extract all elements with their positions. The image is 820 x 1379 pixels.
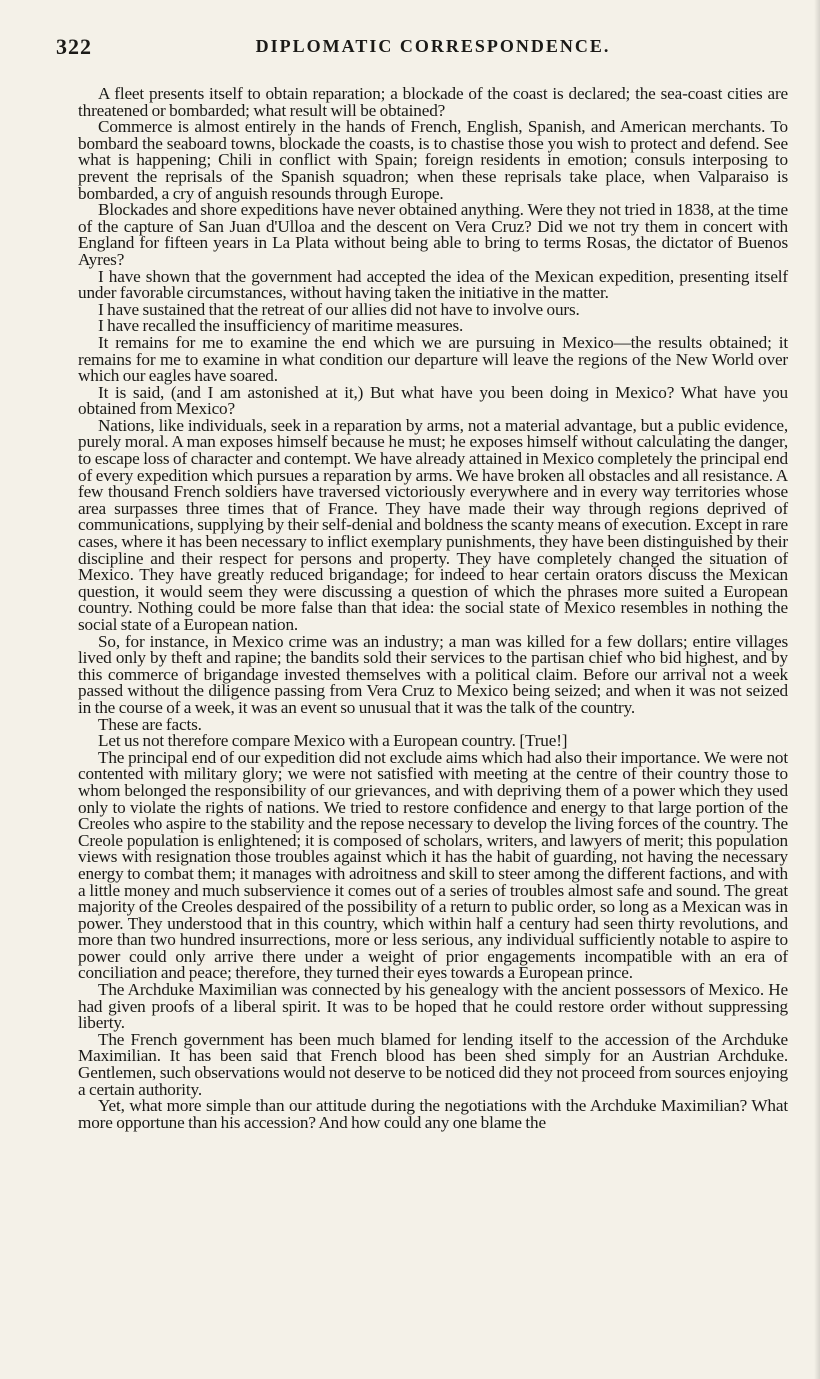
paragraph: Yet, what more simple than our attitude during the negotiations with the Archduke Maximilian? What more opportune than his accession? And how could any one blame the: [78, 1096, 788, 1132]
body-text: [78, 86, 788, 1131]
paragraph: It remains for me to examine the end which we are pursuing in Mexico—the results obtained; it remains for me to examine in what condition our departure will leave the regions of the New World over which our eagles have soared.: [78, 332, 788, 386]
paragraph: The Archduke Maximilian was connected by his genealogy with the ancient possessors of Mexico. He had given proofs of a liberal spirit. It was to be hoped that he could restore order without suppressing liberty.: [78, 980, 788, 1033]
paragraph: Blockades and shore expeditions have never obtained anything. Were they not tried in 1838, at the time of the capture of San Juan d'Ulloa and the descent on Vera Cruz? Did we not try them in concert with England for fifteen years in La Plata without being able to bring to terms Rosas, the dictator of Buenos Ayres?: [78, 200, 788, 269]
page-number: 322: [56, 34, 92, 59]
paragraph: The French government has been much blamed for lending itself to the accession of the Archduke Maximilian. It has been said that French blood has been shed simply for an Austrian Archduke. Gentlemen, such observations would not deserve to be noticed did they not proceed from sources enjoying a certain authority.: [78, 1029, 788, 1099]
paragraph: I have shown that the government had accepted the idea of the Mexican expedition, presenting itself under favorable circumstances, without having taken the initiative in the matter.: [78, 266, 788, 303]
paragraph: Commerce is almost entirely in the hands of French, English, Spanish, and American merchants. To bombard the seaboard towns, blockade the coasts, is to chastise those you wish to protect and defend. See what is happening; Chili in conflict with Spain; foreign residents in emotion; consuls interposing to prevent the reprisals of the Spanish squadron; when these reprisals take place, when Valparaiso is bombarded, a cry of anguish resounds through Europe.: [78, 117, 788, 203]
page-edge-shadow: [814, 0, 820, 1379]
paragraph: So, for instance, in Mexico crime was an industry; a man was killed for a few dollars; entire villages lived only by theft and rapine; the bandits sold their services to the partisan chief who bid highest, and by this commerce of brigandage invested themselves with a political claim. Before our arrival not a week passed without the diligence passing from Vera Cruz to Mexico being seized; and when it was not seized in the course of a week, it was an event so unusual that it was the talk of the country.: [78, 631, 788, 717]
paragraph: Nations, like individuals, seek in a reparation by arms, not a material advantage, but a public evidence, purely moral. A man exposes himself because he must; he exposes himself without calculating the danger, to escape loss of character and contempt. We have already attained in Mexico completely the principal end of every expedition which pursues a reparation by arms. We have broken all obstacles and all resistance. A few thousand French soldiers have traversed victoriously everywhere and in every way territories whose area surpasses three times that of France. They have made their way through regions deprived of communications, supplying by their self-denial and boldness the scanty means of execution. Except in rare cases, where it has been necessary to inflict exemplary punishments, they have been distinguished by their discipline and their respect for persons and property. They have completely changed the situation of Mexico. They have greatly reduced brigandage; for indeed to hear certain orators discuss the Mexican question, it would seem they were discussing a question of which the phrases more suited a European country. Nothing could be more false than that idea: the social state of Mexico resembles in nothing the social state of a European nation.: [78, 415, 788, 634]
paragraph: The principal end of our expedition did not exclude aims which had also their importance. We were not contented with military glory; we were not satisfied with meeting at the centre of their country those to whom belonged the responsibility of our grievances, and with depriving them of a power which they used only to violate the rights of nations. We tried to restore confidence and energy to that large portion of the Creoles who aspire to the stability and the repose necessary to develop the living forces of the country. The Creole population is enlightened; it is composed of scholars, writers, and lawyers of merit; this population views with resignation those troubles against which it has the habit of guarding, not having the necessary energy to combat them; it manages with adroitness and skill to steer among the different factions, and with a little money and much subservience it comes out of a series of troubles almost safe and sound. The great majority of the Creoles despaired of the possibility of a return to public order, so long as a Mexican was in power. They understood that in this country, which within half a century had seen thirty revolutions, and more than two hundred insurrections, more or less serious, any individual sufficiently notable to aspire to power could only arrive there under a weight of prior engagements incompatible with an era of conciliation and peace; therefore, they turned their eyes towards a European prince.: [78, 747, 788, 983]
running-title: DIPLOMATIC CORRESPONDENCE.: [255, 36, 611, 56]
paragraph: A fleet presents itself to obtain reparation; a blockade of the coast is declared; the sea-coast cities are threatened or bombarded; what result will be obtained?: [78, 84, 788, 120]
page-header: [56, 34, 788, 66]
paragraph: Let us not therefore compare Mexico with a European country. [True!]: [98, 731, 568, 751]
paragraph: I have recalled the insufficiency of maritime measures.: [98, 316, 464, 336]
paragraph: These are facts.: [98, 714, 202, 734]
paragraph: I have sustained that the retreat of our allies did not have to involve ours.: [98, 299, 580, 319]
paragraph: It is said, (and I am astonished at it,) But what have you been doing in Mexico? What have you obtained from Mexico?: [78, 382, 788, 419]
